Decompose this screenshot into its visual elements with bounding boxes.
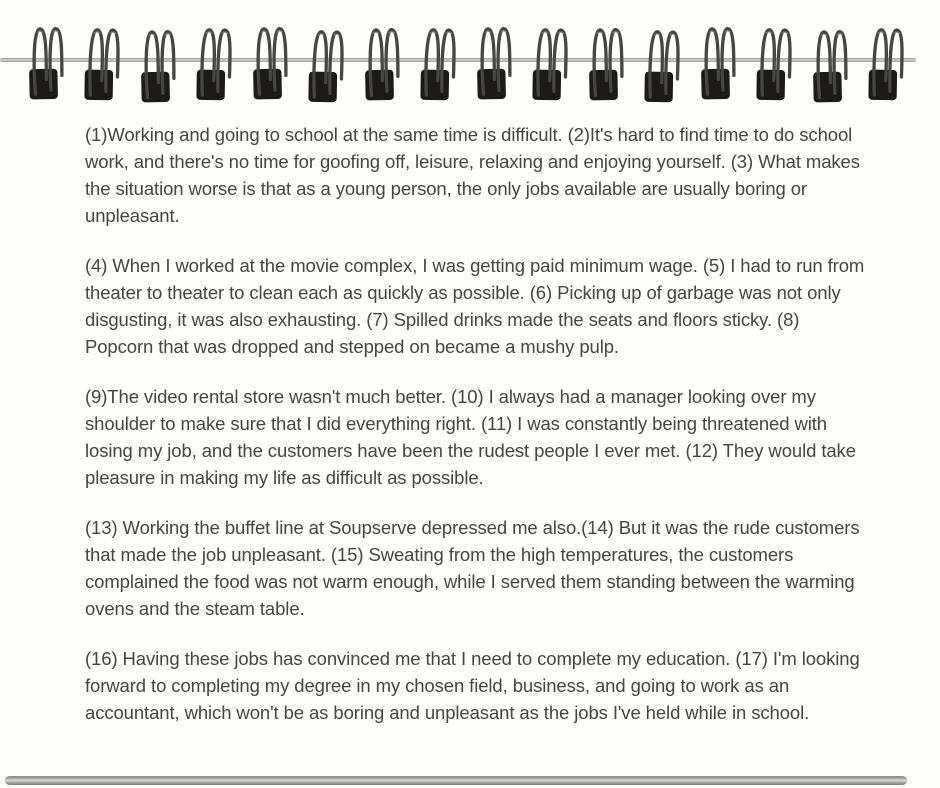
binding-ring-icon — [809, 24, 852, 109]
essay-paragraph-2: (4) When I worked at the movie complex, I was getting paid minimum wage. (5) I had to run from theater to theater to clean each as quickly as possible. (6) Picking up of garbage was not only disgusting, it was also exhausting. (7) Spilled drinks made the seats and floors sticky. (8) Popcorn that was dropped and stepped on became a mushy pulp. — [85, 255, 865, 357]
binding-ring-icon — [361, 22, 404, 107]
binding-ring-icon — [25, 21, 68, 106]
binding-ring-icon — [193, 22, 235, 107]
essay-paragraph-3: (9)The video rental store wasn't much better. (10) I always had a manager looking over my shoulder to make sure that I did everything right. (11) I was constantly being threatened with losing my job, and the customers have been the rudest people I ever met. (12) They would take pleasure in making my life as difficult as possible. — [85, 386, 856, 488]
binding-ring-icon — [529, 22, 571, 107]
essay-paragraph-4: (13) Working the buffet line at Soupserve depressed me also.(14) But it was the rude customers that made the job unpleasant. (15) Sweating from the high temperatures, the customers complained the food was not warm enough, while I served them standing between the warming ovens and the steam table. — [85, 517, 860, 619]
essay-paragraph-1: (1)Working and going to school at the same time is difficult. (2)It's hard to find time to do school work, and there's no time for goofing off, leisure, relaxing and enjoying yourself. (3) What makes the situation worse is that as a young person, the only jobs available are usually boring or unpleasant. — [85, 124, 860, 226]
spiral-binding — [0, 22, 940, 106]
binding-ring-icon — [585, 22, 628, 107]
binding-ring-icon — [697, 21, 740, 106]
essay-text — [85, 121, 867, 726]
binding-ring-icon — [473, 21, 516, 106]
binding-ring-icon — [137, 24, 180, 109]
binding-ring-icon — [305, 24, 347, 109]
binding-ring-icon — [865, 22, 907, 107]
binding-ring-icon — [81, 22, 123, 107]
binding-ring-icon — [249, 21, 292, 106]
spiral-binding-rings — [26, 22, 907, 106]
essay-paragraph-5: (16) Having these jobs has convinced me that I need to complete my education. (17) I'm looking forward to completing my degree in my chosen field, business, and going to work as an accountant, which won't be as boring and unpleasant as the jobs I've held while in school. — [85, 648, 860, 723]
notepad-bottom-edge — [5, 776, 907, 785]
binding-ring-icon — [753, 22, 795, 107]
binding-ring-icon — [641, 24, 683, 109]
binding-ring-icon — [417, 22, 459, 107]
